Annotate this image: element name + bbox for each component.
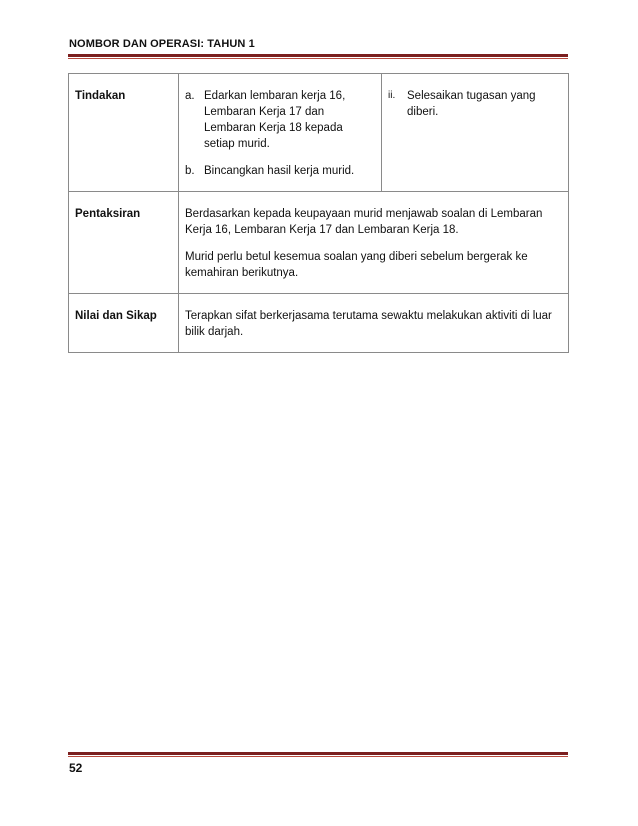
- list-marker: ii.: [388, 90, 396, 101]
- list-item-b: [185, 163, 375, 179]
- list-item-text: Selesaikan tugasan yang diberi.: [407, 90, 536, 118]
- tindakan-steps-column: [179, 74, 382, 192]
- pentaksiran-paragraph: Berdasarkan kepada keupayaan murid menjawab soalan di Lembaran Kerja 16, Lembaran Kerja 17 dan Lembaran Kerja 18.: [185, 208, 543, 236]
- nilai-dan-sikap-text: Terapkan sifat berkerjasama terutama sewaktu melakukan aktiviti di luar bilik darjah.: [185, 310, 552, 338]
- row-label-nilai-dan-sikap: Nilai dan Sikap: [69, 294, 179, 353]
- tindakan-tasks-column: [382, 74, 569, 192]
- list-item-text: Bincangkan hasil kerja murid.: [204, 165, 355, 177]
- list-item-text: Edarkan lembaran kerja 16, Lembaran Kerja 17 dan Lembaran Kerja 18 kepada setiap murid.: [204, 90, 346, 150]
- table-row-pentaksiran: [69, 192, 569, 294]
- document-header-title: NOMBOR DAN OPERASI: TAHUN 1: [69, 38, 255, 50]
- row-label-pentaksiran: Pentaksiran: [69, 192, 179, 294]
- table-row-tindakan: [69, 74, 569, 192]
- page-number: 52: [69, 761, 83, 775]
- list-item-a: [185, 88, 375, 152]
- pentaksiran-content: [179, 192, 569, 294]
- footer-rule: [68, 752, 568, 757]
- lesson-plan-table: [68, 73, 569, 353]
- list-marker: b.: [185, 165, 195, 177]
- header-rule: [68, 54, 568, 59]
- list-item-ii: [388, 88, 562, 120]
- row-label-tindakan: Tindakan: [69, 74, 179, 192]
- list-marker: a.: [185, 90, 195, 102]
- table-row-nilai-dan-sikap: [69, 294, 569, 353]
- pentaksiran-paragraph: Murid perlu betul kesemua soalan yang diberi sebelum bergerak ke kemahiran berikutnya.: [185, 251, 528, 279]
- nilai-dan-sikap-content: [179, 294, 569, 353]
